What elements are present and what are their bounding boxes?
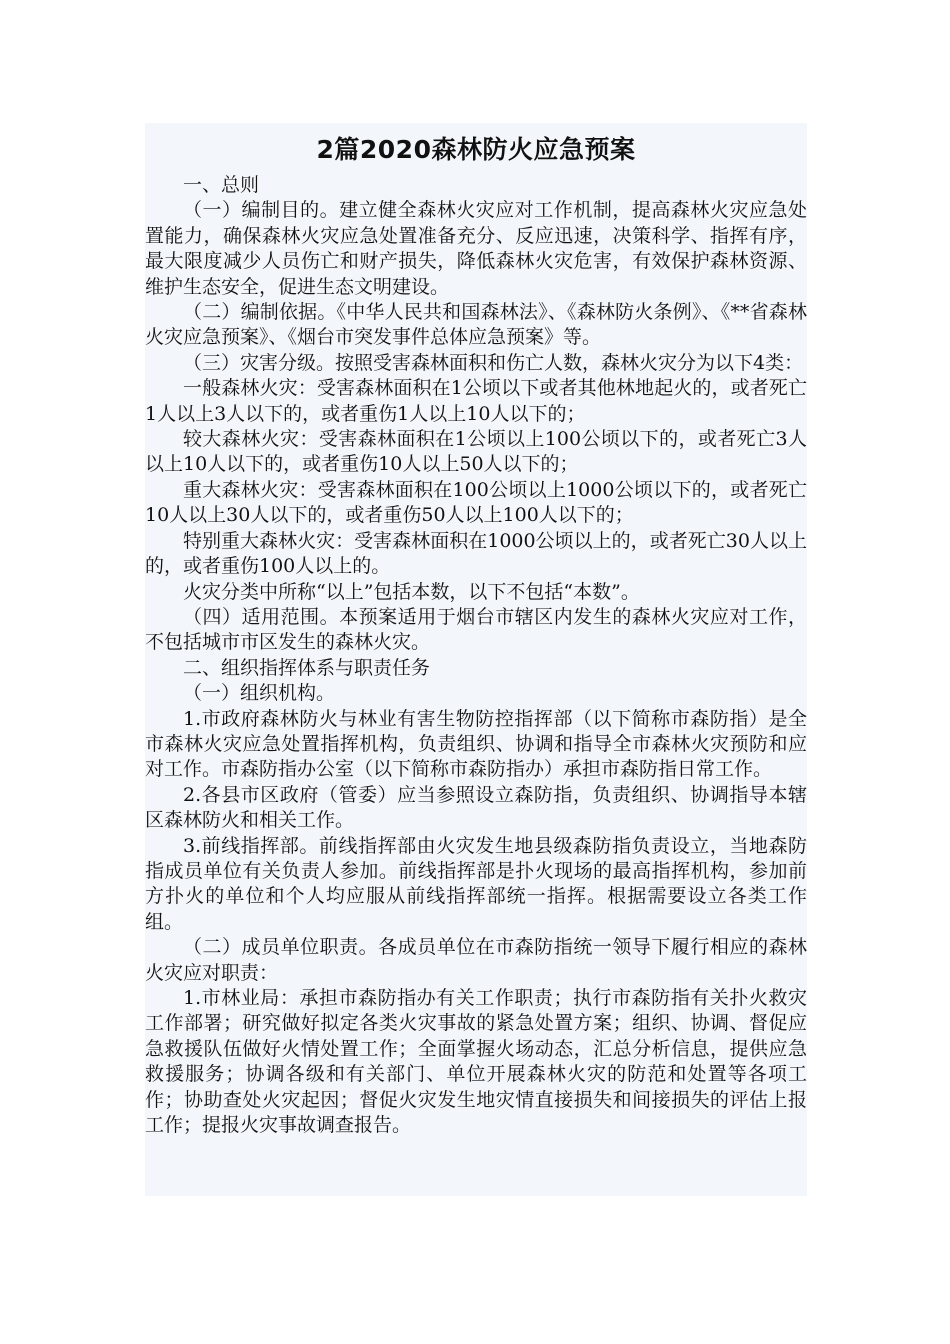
paragraph-major-fire: 重大森林火灾：受害森林面积在100公顷以上1000公顷以下的，或者死亡10人以上30人以下的，或者重伤50人以上100人以下的； (145, 478, 807, 527)
paragraph-larger-fire: 较大森林火灾：受害森林面积在1公顷以上100公顷以下的，或者死亡3人以上10人以下的，或者重伤10人以上50人以下的； (145, 428, 807, 476)
paragraph-forestry-bureau: 1.市林业局：承担市森防指办有关工作职责；执行市森防指有关扑火救灾工作部署；研究做好拟定各类火灾事故的紧急处置方案；组织、协调、督促应急救援队伍做好火情处置工作；全面掌握火场动态，汇总分析信息，提供应急救援服务；协调各级和有关部门、单位开展森林火灾的防范和处置等各项工作；协助查处火灾起因；督促火灾发生地灾情直接损失和间接损失的评估上报工作；提报火灾事故调查报告。 (145, 987, 807, 1137)
paragraph-member-duties: （二）成员单位职责。各成员单位在市森防指统一领导下履行相应的森林火灾应对职责： (145, 936, 807, 984)
paragraph-basis: （二）编制依据。《中华人民共和国森林法》、《森林防火条例》、《**省森林火灾应急预案》、《烟台市突发事件总体应急预案》等。 (145, 301, 807, 349)
paragraph-general-fire: 一般森林火灾：受害森林面积在1公顷以下或者其他林地起火的，或者死亡1人以上3人以下的，或者重伤1人以上10人以下的； (145, 377, 807, 425)
document-title: 2篇2020森林防火应急预案 (316, 135, 636, 164)
paragraph-extraordinary-fire: 特别重大森林火灾：受害森林面积在1000公顷以上的，或者死亡30人以上的，或者重伤100人以上的。 (145, 529, 807, 578)
document-body (145, 123, 807, 1196)
paragraph-classification-note: 火灾分类中所称“以上”包括本数，以下不包括“本数”。 (183, 580, 640, 603)
section-heading-general: 一、总则 (183, 174, 260, 196)
paragraph-org-structure: （一）组织机构。 (183, 682, 336, 705)
paragraph-purpose: （一）编制目的。建立健全森林火灾应对工作机制，提高森林火灾应急处置能力，确保森林火灾应急处置准备充分、反应迅速，决策科学、指挥有序，最大限度减少人员伤亡和财产损失，降低森林火灾危害，有效保护森林资源、维护生态安全，促进生态文明建设。 (145, 199, 807, 298)
paragraph-scope: （四）适用范围。本预案适用于烟台市辖区内发生的森林火灾应对工作，不包括城市市区发生的森林火灾。 (145, 605, 807, 654)
section-heading-organization: 二、组织指挥体系与职责任务 (183, 656, 431, 679)
paragraph-city-command: 1.市政府森林防火与林业有害生物防控指挥部（以下简称市森防指）是全市森林火灾应急处置指挥机构，负责组织、协调和指导全市森林火灾预防和应对工作。市森防指办公室（以下简称市森防指办）承担市森防指日常工作。 (145, 707, 807, 781)
paragraph-county-command: 2.各县市区政府（管委）应当参照设立森防指，负责组织、协调指导本辖区森林防火和相关工作。 (145, 783, 807, 832)
paragraph-classification: （三）灾害分级。按照受害森林面积和伤亡人数，森林火灾分为以下4类： (183, 351, 804, 374)
paragraph-frontline-command: 3.前线指挥部。前线指挥部由火灾发生地县级森防指负责设立，当地森防指成员单位有关负责人参加。前线指挥部是扑火现场的最高指挥机构，参加前方扑火的单位和个人均应服从前线指挥部统一指挥。根据需要设立各类工作组。 (145, 834, 807, 933)
